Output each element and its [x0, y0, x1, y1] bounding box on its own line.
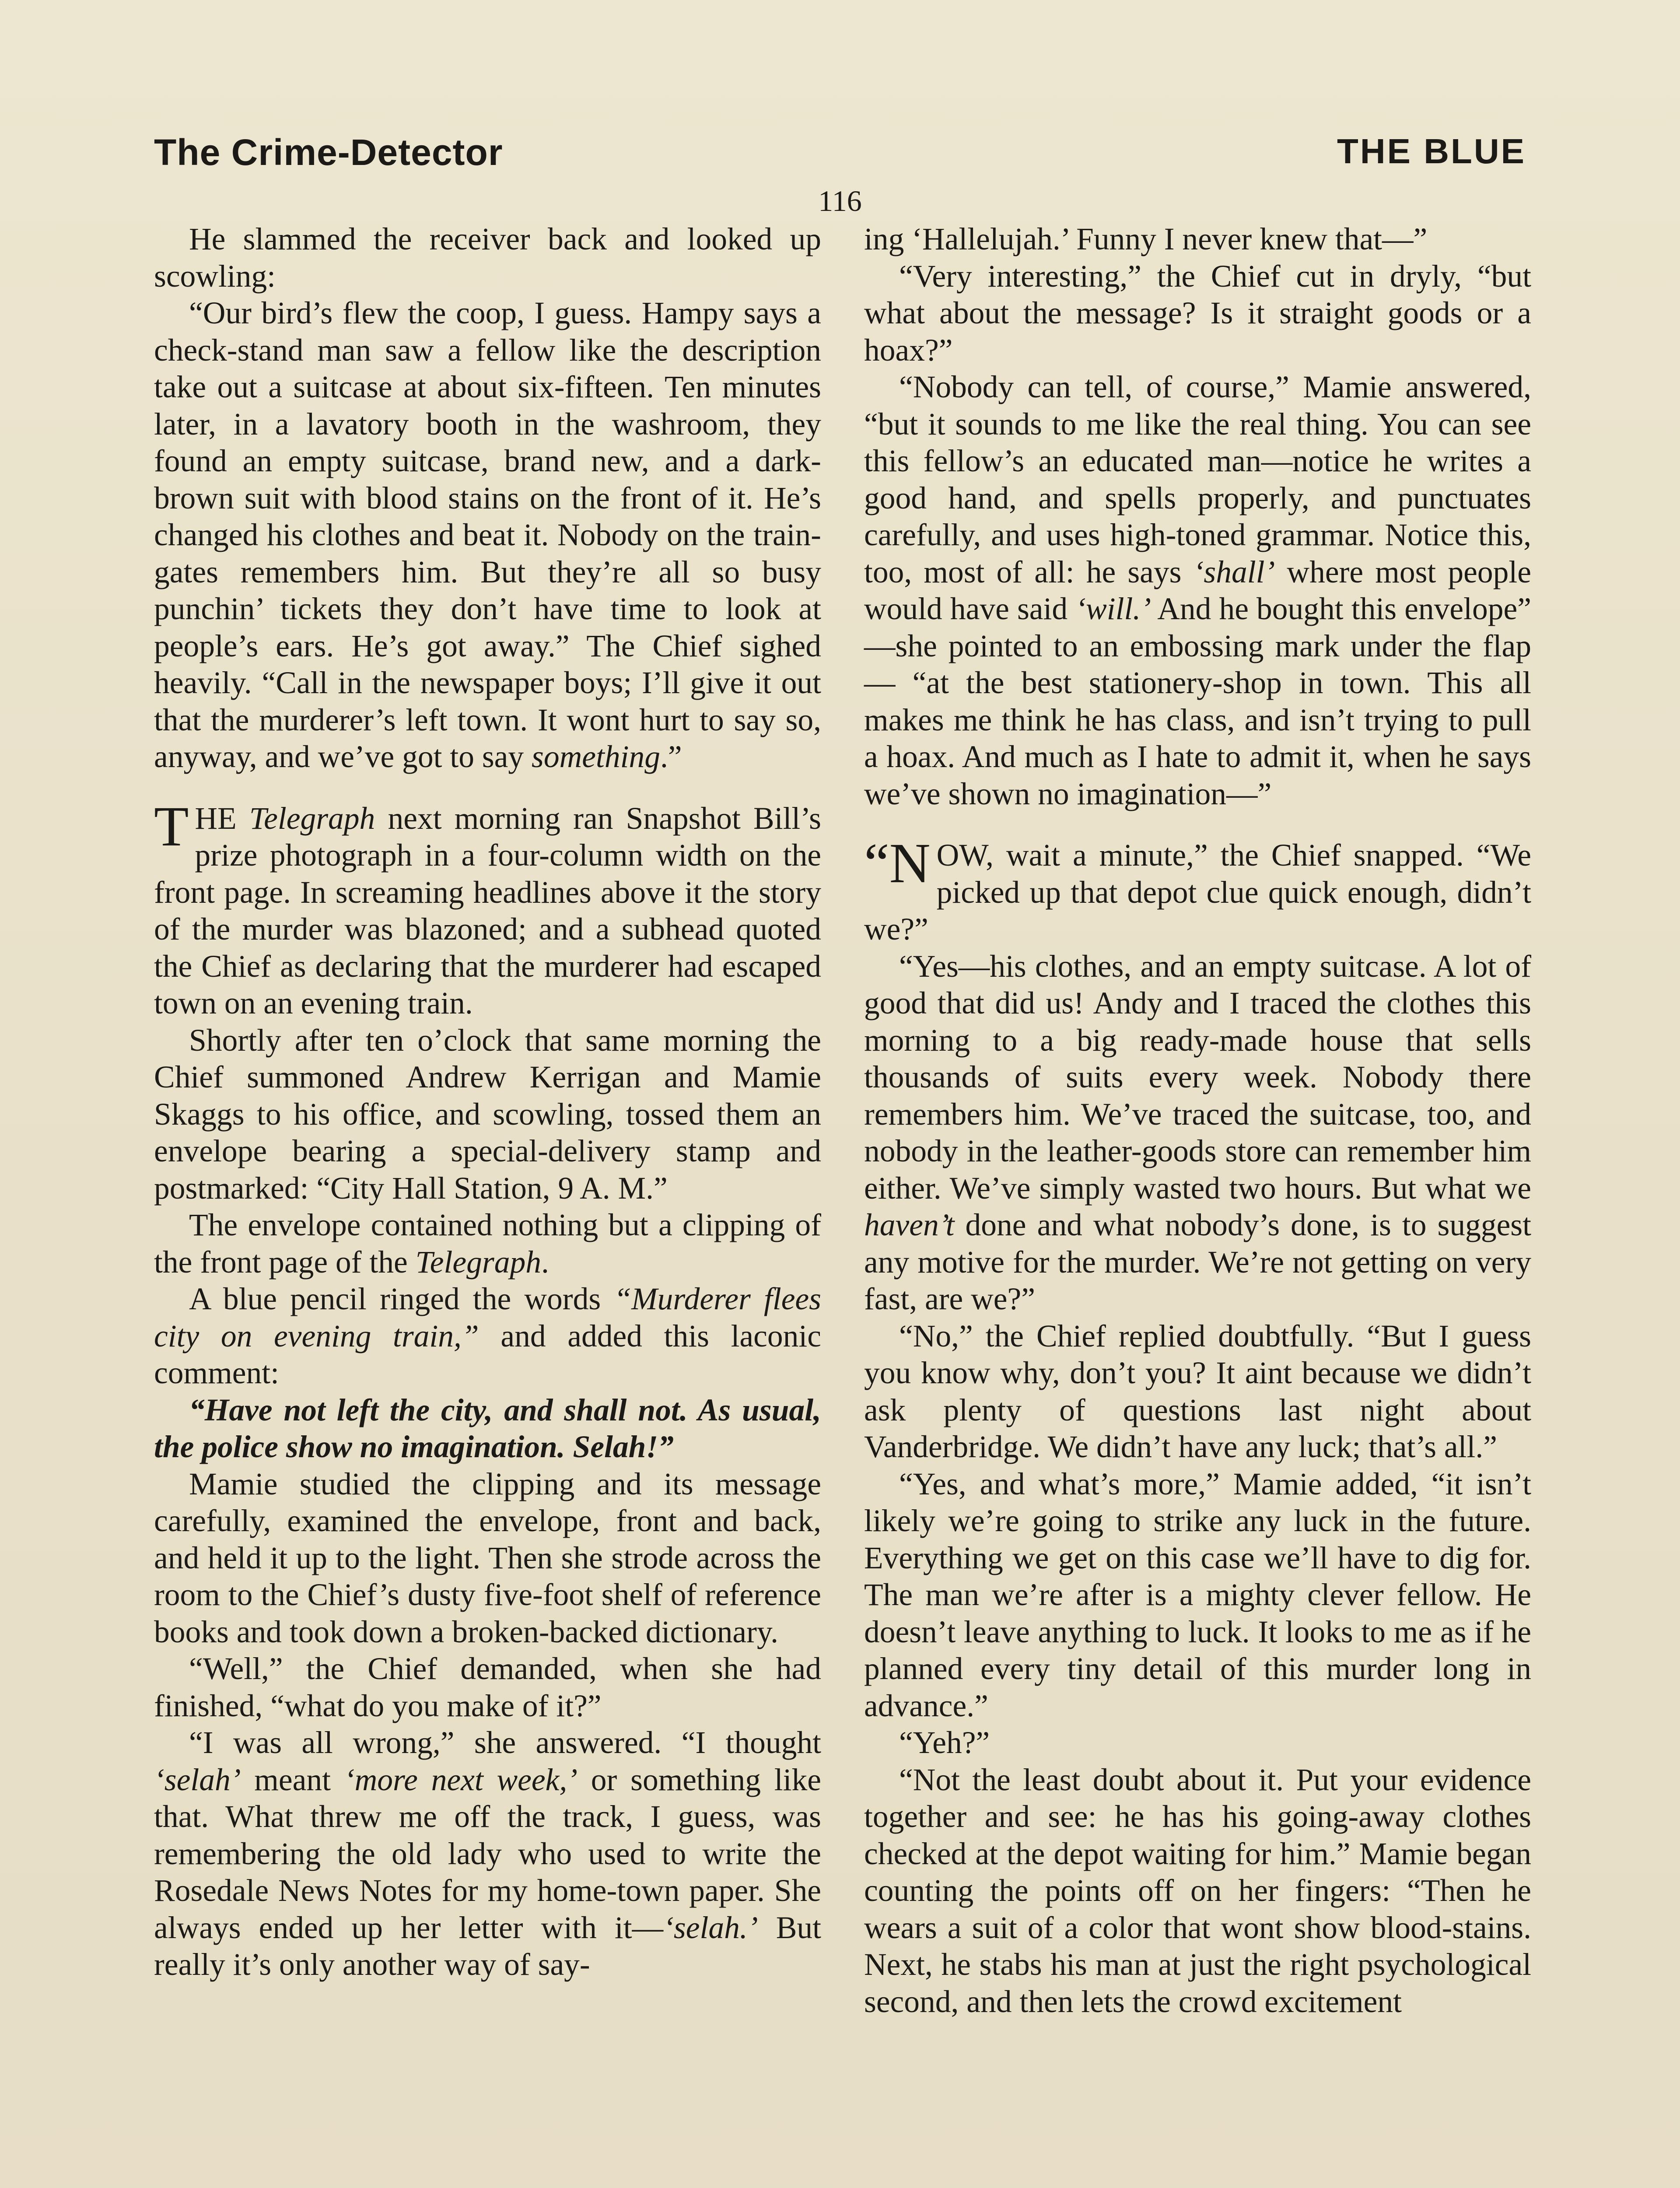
page-number: 116	[818, 184, 862, 217]
quoted-message: “Have not left the city, and shall not. As usual, the police show no imagination. Selah!”	[154, 1392, 821, 1464]
drop-cap: T	[154, 795, 189, 858]
paragraph: Mamie studied the clipping and its message carefully, examined the envelope, front and back, and held it up to the light. Then she strode across the room to the Chief’s dusty five-foot shelf of reference books and took down a broken-backed dictionary.	[154, 1466, 821, 1649]
running-header	[154, 131, 1526, 179]
paragraph: ing ‘Hallelujah.’ Funny I never knew that—”	[864, 222, 1428, 256]
paragraph: “Not the least doubt about it. Put your evidence together and see: he has his going-away clothes checked at the depot waiting for him.” Mamie began counting the points off on her fingers: “Then he wears a suit of a color that wont show blood-stains. Next, he stabs his man at just the right psychological second, and then lets the crowd excitement	[864, 1762, 1531, 2019]
paragraph: “Very interesting,” the Chief cut in dryly, “but what about the message? Is it straight goods or a hoax?”	[864, 259, 1531, 368]
paragraph: Shortly after ten o’clock that same morning the Chief summoned Andrew Kerrigan and Mamie Skaggs to his office, and scowling, tossed them an envelope bearing a special-delivery stamp and postmarked: “City Hall Station, 9 A. M.”	[154, 1023, 821, 1206]
paragraph: “Yes—his clothes, and an empty suitcase. A lot of good that did us! Andy and I traced the clothes this morning to a big ready-made house that sells thousands of suits every week. Nobody there remembers him. We’ve traced the suitcase, too, and nobody in the leather-goods store can remember him either. We’ve simply wasted two hours. But what we haven’t done and what nobody’s done, is to suggest any motive for the murder. We’re not getting on very fast, are we?”	[864, 949, 1531, 1316]
paragraph: The envelope contained nothing but a clipping of the front page of the Telegraph.	[154, 1208, 821, 1280]
header-right-title: THE BLUE	[1337, 132, 1526, 171]
paragraph: “No,” the Chief replied doubtfully. “But I guess you know why, don’t you? It aint because we didn’t ask plenty of questions last night about Vanderbridge. We didn’t have any luck; that’s all.”	[864, 1318, 1531, 1464]
paragraph: “Our bird’s flew the coop, I guess. Hampy says a check-stand man saw a fellow like the description take out a suitcase at about six-fifteen. Ten minutes later, in a lavatory booth in the washroom, they found an empty suitcase, brand new, and a dark-brown suit with blood stains on the front of it. He’s changed his clothes and beat it. Nobody on the train-gates remembers him. But they’re all so busy punchin’ tickets they don’t have time to look at people’s ears. He’s got away.” The Chief sighed heavily. “Call in the newspaper boys; I’ll give it out that the murderer’s left town. It wont hurt to say so, anyway, and we’ve got to say something.”	[154, 296, 821, 774]
paragraph-dropcap: THE Telegraph next morning ran Snapshot Bill’s prize photograph in a four-column width on the front page. In screaming headlines above it the story of the murder was blazoned; and a subhead quoted the Chief as declaring that the murderer had escaped town on an evening train.	[154, 795, 821, 1020]
paragraph-dropcap: “NOW, wait a minute,” the Chief snapped. “We picked up that depot clue quick enough, didn’t we?”	[864, 832, 1531, 947]
paragraph: “Well,” the Chief demanded, when she had finished, “what do you make of it?”	[154, 1652, 821, 1723]
paragraph: “I was all wrong,” she answered. “I thought ‘selah’ meant ‘more next week,’ or something like that. What threw me off the track, I guess, was remembering the old lady who used to write the Rosedale News Notes for my home-town paper. She always ended up her letter with it—‘selah.’ But really it’s only another way of say-	[154, 1725, 821, 1982]
drop-cap: “N	[864, 832, 931, 895]
paragraph: A blue pencil ringed the words “Murderer flees city on evening train,” and added this laconic comment:	[154, 1282, 821, 1390]
paragraph: “Yeh?”	[899, 1725, 990, 1760]
paragraph: He slammed the receiver back and looked up scowling:	[154, 222, 821, 294]
paragraph: “Yes, and what’s more,” Mamie added, “it isn’t likely we’re going to strike any luck in the future. Everything we get on this case we’ll have to dig for. The man we’re after is a mighty clever fellow. He doesn’t leave anything to luck. It looks to me as if he planned every tiny detail of this murder long in advance.”	[864, 1466, 1531, 1723]
right-column	[864, 221, 1531, 2020]
left-column	[154, 221, 821, 1984]
header-left-title: The Crime-Detector	[154, 132, 503, 173]
paragraph: “Nobody can tell, of course,” Mamie answered, “but it sounds to me like the real thing. You can see this fellow’s an educated man—notice he writes a good hand, and spells properly, and punctuates carefully, and uses high-toned grammar. Notice this, too, most of all: he says ‘shall’ where most people would have said ‘will.’ And he bought this envelope” —she pointed to an embossing mark under the flap— “at the best stationery-shop in town. This all makes me think he has class, and isn’t trying to pull a hoax. And much as I hate to admit it, when he says we’ve shown no imagination—”	[864, 370, 1531, 811]
